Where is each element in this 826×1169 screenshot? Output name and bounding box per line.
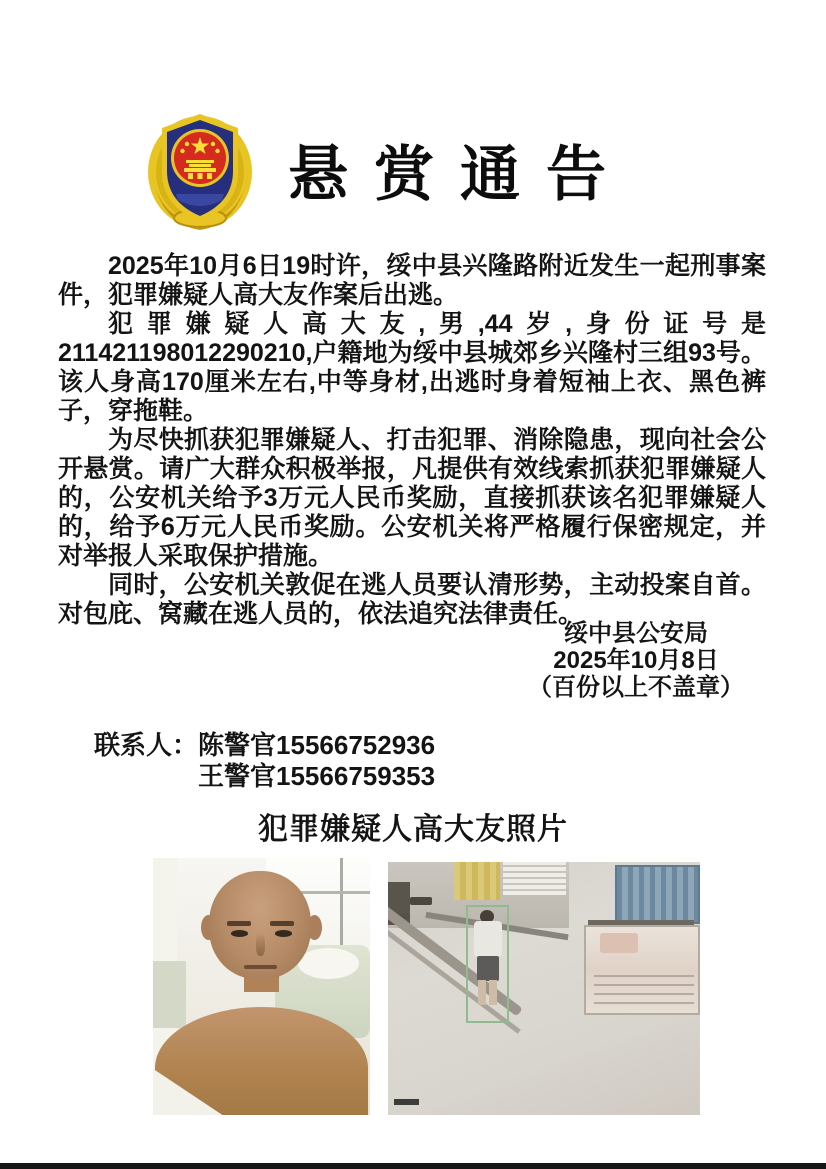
contact-label: 联系人： [94, 730, 199, 760]
agency-name: 绥中县公安局 [564, 620, 708, 647]
page-title: 悬赏通告 [288, 142, 632, 208]
suspect-head [209, 871, 311, 979]
officer-name-2: 王警官 [198, 761, 277, 791]
suspect-nose [256, 933, 265, 956]
cctv-poster [503, 862, 565, 895]
suspect-eye [231, 930, 248, 937]
cctv-mark [410, 897, 432, 905]
officer-name-1: 陈警官 [198, 730, 277, 760]
police-badge-icon [146, 106, 254, 232]
bottom-bar [0, 1163, 826, 1169]
contact-line-2 [198, 761, 435, 792]
suspect-bounding-box [466, 905, 509, 1023]
cctv-cart-frame [615, 865, 700, 925]
officer-phone-1: 15566752936 [276, 730, 436, 760]
cctv-cart-load [600, 933, 637, 953]
stamp-note: （百份以上不盖章） [528, 674, 744, 701]
cctv-capture-photo [388, 862, 700, 1115]
cctv-poster [454, 862, 501, 900]
signature-block [528, 620, 744, 701]
wall-green [153, 961, 186, 1028]
suspect-eyebrow [270, 921, 294, 926]
suspect-mouth [244, 965, 277, 970]
photo-caption: 犯罪嫌疑人高大友照片 [258, 813, 568, 846]
officer-phone-2: 15566759353 [276, 761, 436, 791]
cctv-cart-slats [594, 968, 694, 1003]
paragraph-suspect-info: 犯罪嫌疑人高大友,男,44岁,身份证号是211421198012290210,户籍地为绥中县城郊乡兴隆村三组93号。该人身高170厘米左右,中等身材,出逃时身着短袖上衣、黑色裤子，穿拖鞋。 [58, 310, 766, 425]
suspect-eyebrow [227, 921, 251, 926]
paragraph-incident: 2025年10月6日19时许，绥中县兴隆路附近发生一起刑事案件，犯罪嫌疑人高大友作案后出逃。 [58, 252, 766, 309]
suspect-portrait-photo [153, 858, 370, 1115]
issue-date: 2025年10月8日 [553, 647, 719, 674]
pillow [298, 948, 359, 979]
paragraph-surrender: 同时，公安机关敦促在逃人员要认清形势，主动投案自首。对包庇、窝藏在逃人员的，依法追究法律责任。 [58, 571, 766, 628]
cctv-timestamp-smudge [394, 1099, 419, 1105]
contact-line-1 [94, 730, 435, 761]
suspect-eye [275, 930, 292, 937]
paragraph-reward: 为尽快抓获犯罪嫌疑人、打击犯罪、消除隐患，现向社会公开悬赏。请广大群众积极举报，凡提供有效线索抓获犯罪嫌疑人的，公安机关给予3万元人民币奖励，直接抓获该名犯罪嫌疑人的，给予6万元人民币奖励。公安机关将严格履行保密规定，并对举报人采取保护措施。 [58, 426, 767, 570]
contact-block [94, 730, 435, 792]
notice-body [58, 252, 766, 629]
